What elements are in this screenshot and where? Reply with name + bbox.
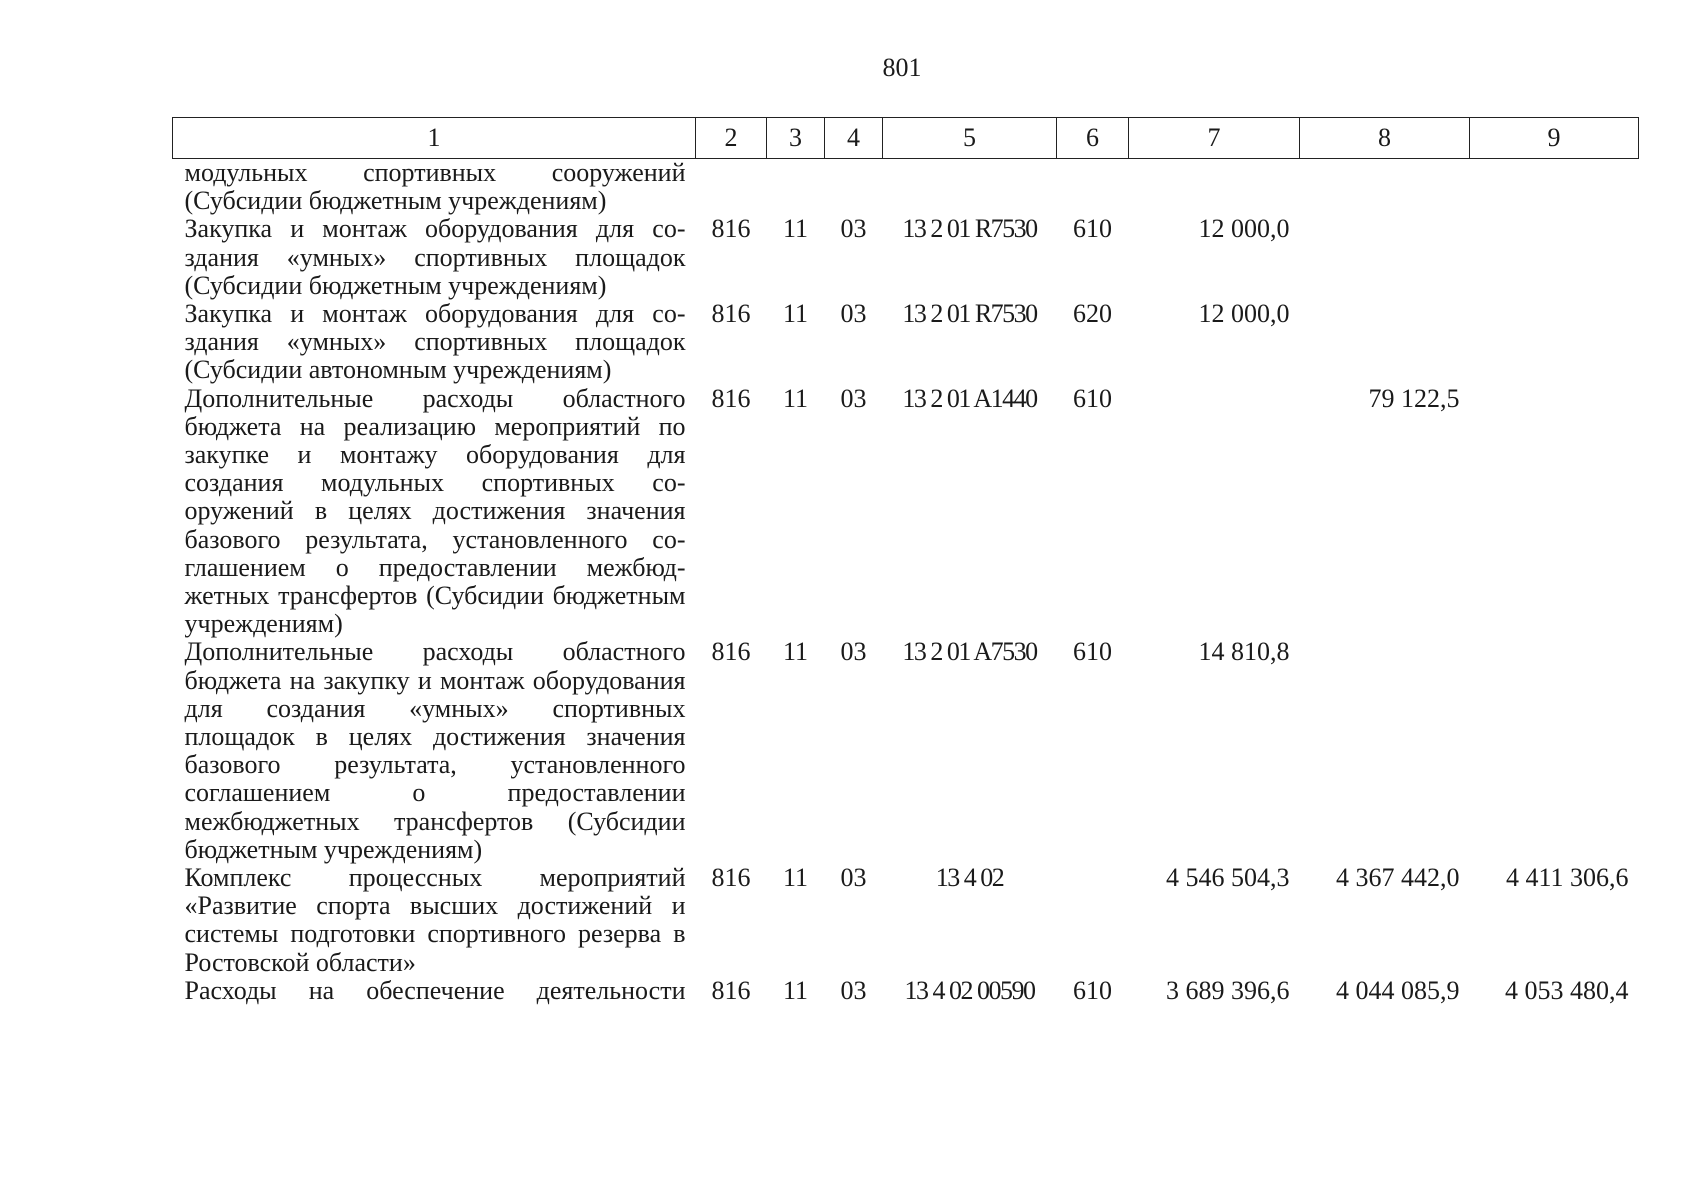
cell-col-6 [1057,864,1129,977]
table-row [173,864,1639,977]
cell-col-8: 4 367 442,0 [1336,863,1460,893]
table-row [173,215,1639,300]
cell-col-5: 13 4 02 00590 [904,975,1035,1005]
cell-col-4: 03 [840,299,867,329]
cell-col-2: 816 [711,975,751,1005]
cell-col-4: 03 [840,214,867,244]
budget-table [172,117,1639,1017]
cell-col-5: 13 4 02 [935,863,1004,893]
cell-col-9 [1470,300,1639,385]
table-row [173,638,1639,864]
cell-col-6: 610 [1073,214,1112,244]
cell-col-8: 4 044 085,9 [1336,975,1460,1005]
column-header-7: 7 [1129,118,1300,159]
cell-col-2 [696,159,767,216]
cell-col-5: 13 2 01 A7530 [902,637,1037,667]
cell-col-3: 11 [782,975,809,1005]
cell-col-6: 620 [1073,299,1112,329]
row-description: Расходы на обеспечение деятельности [184,975,686,1005]
cell-col-3: 11 [782,383,809,413]
cell-col-8: 79 122,5 [1368,383,1460,413]
row-description: Дополнительные расходы областного бюджета на закупку и монтаж оборудования для создания «умных» спортивных площадок в целях достижения значения базового результата, установленного соглашением о предоставлении межбюджетных трансфертов (Субсидии бюджетным учреждениям) [184,637,686,864]
row-description: Комплекс процессных мероприятий «Развитие спорта высших достижений и системы подготовки спортивного резерва в Ростовской области» [184,863,686,977]
cell-col-7: 12 000,0 [1198,214,1290,244]
cell-col-3: 11 [782,863,809,893]
cell-col-2: 816 [711,637,751,667]
row-description: Дополнительные расходы областного бюджета на реализацию мероприятий по закупке и монтажу оборудования для создания модульных спортивных сооружений в целях достижения значения базового результата, установленного соглашением о предоставлении межбюджетных трансфертов (Субсидии бюджетным учреждениям) [184,383,686,639]
table-row [173,300,1639,385]
column-header-5: 5 [883,118,1057,159]
cell-col-3: 11 [782,299,809,329]
cell-col-9 [1470,385,1639,639]
row-description: модульных спортивных сооружений (Субсидии бюджетным учреждениям) [184,158,686,216]
cell-col-4: 03 [840,637,867,667]
cell-col-6: 610 [1073,637,1112,667]
cell-col-5: 13 2 01 R7530 [902,299,1037,329]
column-header-6: 6 [1057,118,1129,159]
table-row [173,159,1639,216]
cell-col-9: 4 053 480,4 [1505,975,1629,1005]
page-number: 801 [882,53,922,82]
column-header-3: 3 [767,118,825,159]
cell-col-8 [1300,300,1470,385]
cell-col-4: 03 [840,383,867,413]
cell-col-3: 11 [782,637,809,667]
cell-col-4 [825,159,883,216]
cell-col-3: 11 [782,214,809,244]
column-header-1: 1 [173,118,696,159]
column-header-4: 4 [825,118,883,159]
cell-col-9 [1470,638,1639,864]
cell-col-2: 816 [711,383,751,413]
cell-col-2: 816 [711,863,751,893]
cell-col-8 [1300,638,1470,864]
cell-col-7 [1129,159,1300,216]
column-header-2: 2 [696,118,767,159]
cell-col-2: 816 [711,299,751,329]
cell-col-3 [767,159,825,216]
cell-col-9 [1470,215,1639,300]
cell-col-5: 13 2 01 A1440 [902,383,1037,413]
header-row [173,118,1639,159]
cell-col-8 [1300,159,1470,216]
cell-col-5 [883,159,1057,216]
cell-col-8 [1300,215,1470,300]
column-header-9: 9 [1470,118,1639,159]
cell-col-7 [1129,385,1300,639]
cell-col-7: 12 000,0 [1198,299,1290,329]
cell-col-6 [1057,159,1129,216]
cell-col-7: 14 810,8 [1198,637,1290,667]
cell-col-4: 03 [840,863,867,893]
cell-col-9 [1470,159,1639,216]
cell-col-7: 3 689 396,6 [1166,975,1290,1005]
cell-col-9: 4 411 306,6 [1505,863,1629,893]
table-row [173,977,1639,1017]
cell-col-6: 610 [1073,975,1112,1005]
row-description: Закупка и монтаж оборудования для создания «умных» спортивных площадок (Субсидии бюджетным учреждениям) [184,214,686,300]
table-row [173,385,1639,639]
cell-col-6: 610 [1073,383,1112,413]
column-header-8: 8 [1300,118,1470,159]
row-description: Закупка и монтаж оборудования для создания «умных» спортивных площадок (Субсидии автономным учреждениям) [184,299,686,385]
cell-col-4: 03 [840,975,867,1005]
cell-col-2: 816 [711,214,751,244]
cell-col-5: 13 2 01 R7530 [902,214,1037,244]
cell-col-7: 4 546 504,3 [1166,863,1290,893]
